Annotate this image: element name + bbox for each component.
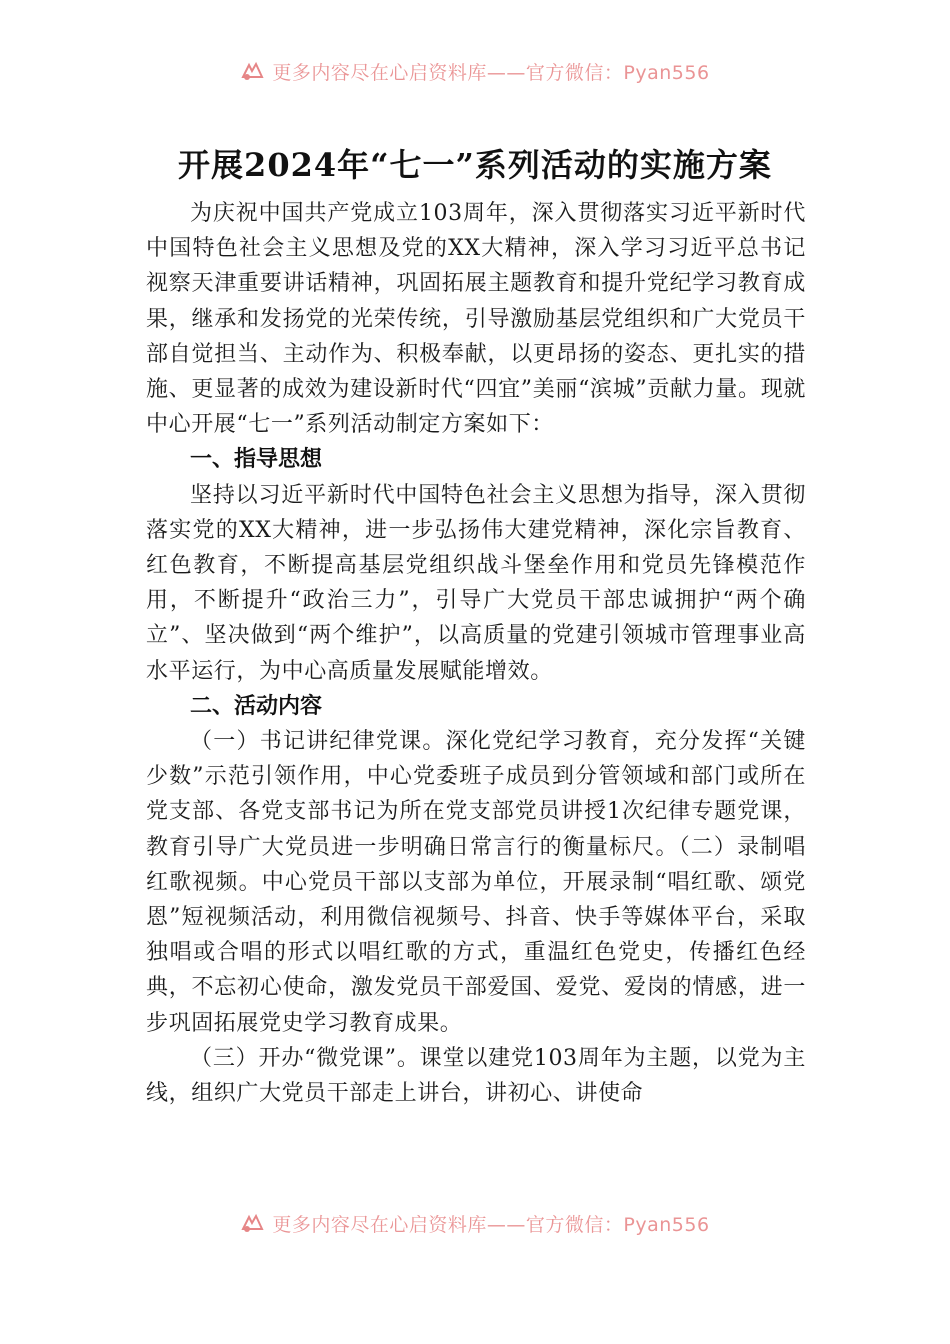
section-heading-activities: 二、活动内容 xyxy=(190,693,323,719)
document-body xyxy=(146,196,806,1111)
section-heading-guiding-ideology: 一、指导思想 xyxy=(190,447,323,473)
watermark-text: 更多内容尽在心启资料库——官方微信：Pyan556 xyxy=(272,62,710,84)
activity-items-paragraph: （一）书记讲纪律党课。深化党纪学习教育，充分发挥“关键少数”示范引领作用，中心党委班子成员到分管领域和部门或所在党支部、各党支部书记为所在党支部党员讲授1次纪律专题党课，教育引导广大党员进一步明确日常言行的衡量标尺。（二）录制唱红歌视频。中心党员干部以支部为单位，开展录制“唱红歌、颂党恩”短视频活动，利用微信视频号、抖音、快手等媒体平台，采取独唱或合唱的形式以唱红歌的方式，重温红色党史，传播红色经典，不忘初心使命，激发党员干部爱国、爱党、爱岗的情感，进一步巩固拓展党史学习教育成果。 xyxy=(146,729,806,1036)
guiding-ideology-paragraph: 坚持以习近平新时代中国特色社会主义思想为指导，深入贯彻落实党的XX大精神，进一步弘扬伟大建党精神，深化宗旨教育、红色教育，不断提高基层党组织战斗堡垒作用和党员先锋模范作用，不断提升“政治三力”，引导广大党员干部忠诚拥护“两个确立”、坚决做到“两个维护”，以高质量的党建引领城市管理事业高水平运行，为中心高质量发展赋能增效。 xyxy=(146,482,806,684)
watermark-bottom xyxy=(0,1210,950,1238)
intro-paragraph: 为庆祝中国共产党成立103周年，深入贯彻落实习近平新时代中国特色社会主义思想及党的XX大精神，深入学习习近平总书记视察天津重要讲话精神，巩固拓展主题教育和提升党纪学习教育成果，继承和发扬党的光荣传统，引导激励基层党组织和广大党员干部自觉担当、主动作为、积极奉献，以更昂扬的姿态、更扎实的措施、更显著的成效为建设新时代“四宜”美丽“滨城”贡献力量。现就中心开展“七一”系列活动制定方案如下： xyxy=(146,201,806,438)
watermark-text: 更多内容尽在心启资料库——官方微信：Pyan556 xyxy=(272,1214,710,1236)
watermark-logo-icon xyxy=(240,1213,266,1238)
watermark-logo-icon xyxy=(240,61,266,86)
document-title: 开展2024年“七一”系列活动的实施方案 xyxy=(178,146,772,184)
activity-item-3-paragraph: （三）开办“微党课”。课堂以建党103周年为主题，以党为主线，组织广大党员干部走上讲台，讲初心、讲使命 xyxy=(146,1045,806,1107)
watermark-top xyxy=(0,58,950,86)
